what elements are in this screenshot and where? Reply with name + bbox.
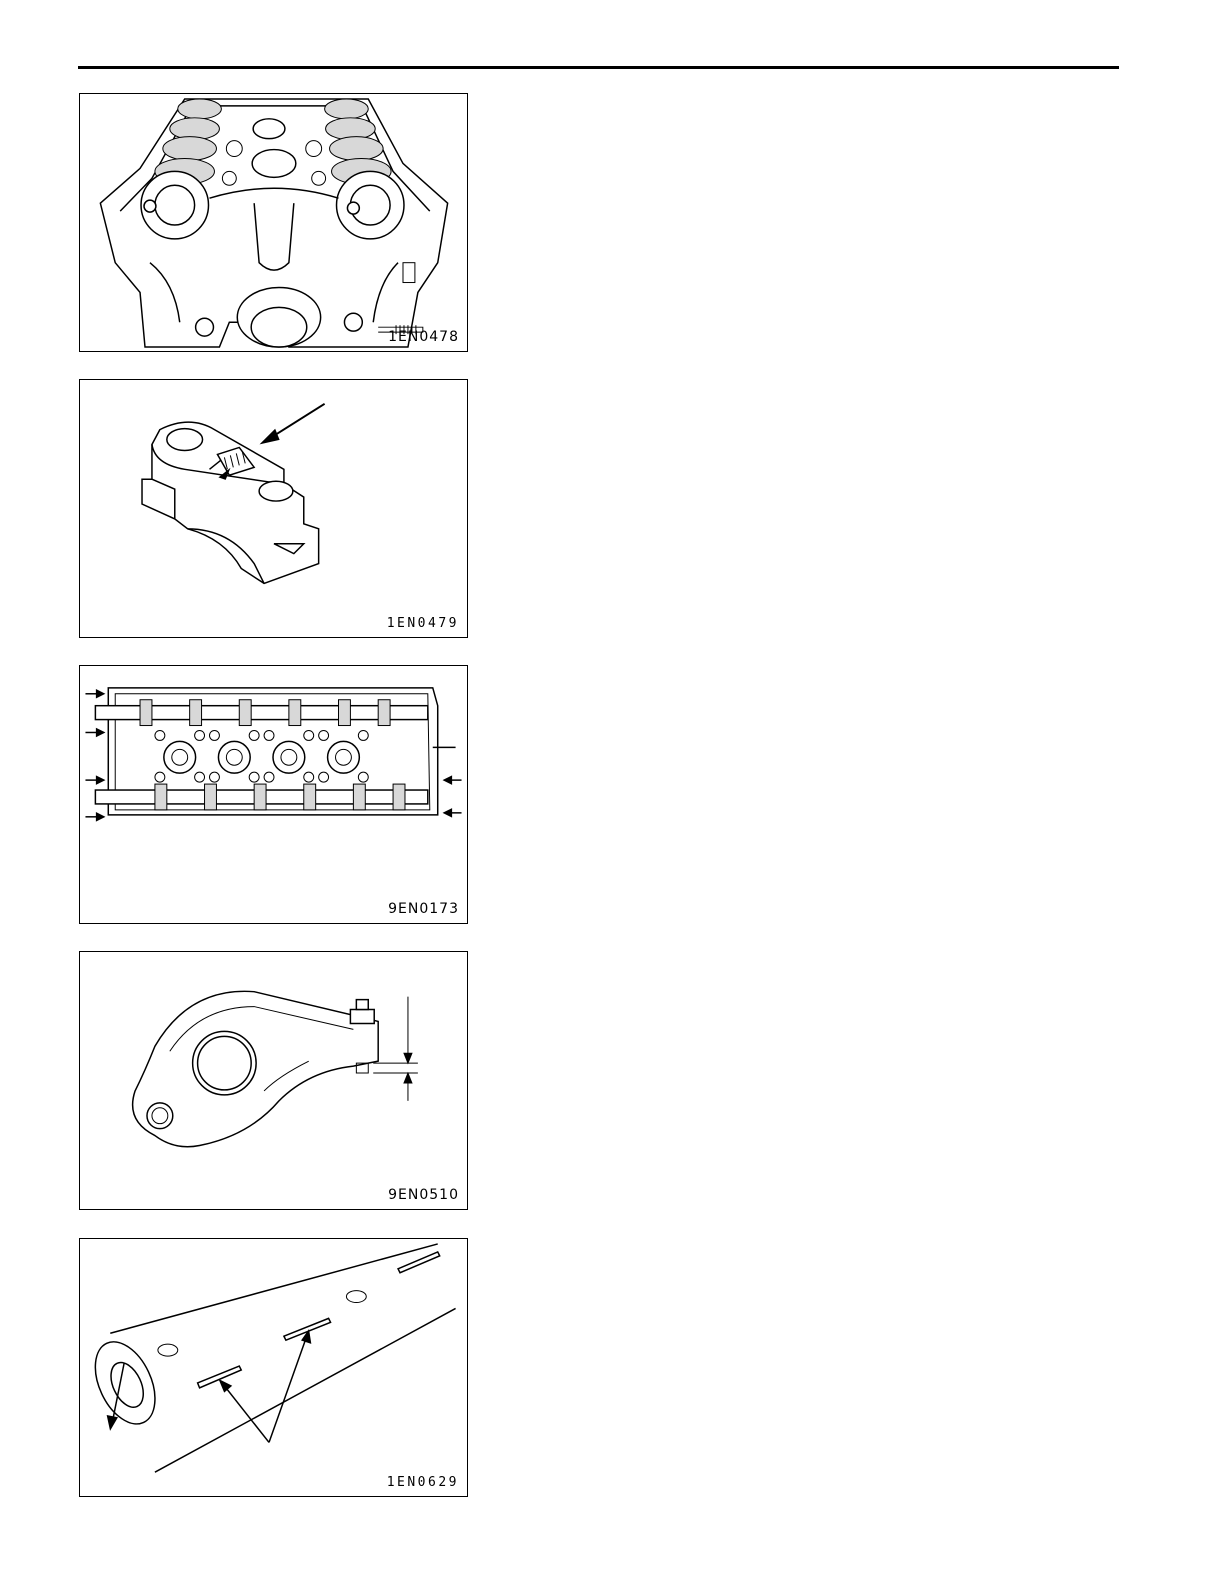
- figure-rocker-shaft: [79, 1238, 468, 1497]
- rocker-arm-illustration: [80, 952, 467, 1209]
- figure-code: 9EN0510: [388, 1187, 459, 1203]
- right-arrows: [444, 776, 462, 817]
- rocker-shaft-illustration: [80, 1239, 467, 1496]
- figure-cylinder-head-top-view: [79, 665, 468, 924]
- header-rule: [78, 66, 1119, 69]
- figure-code: 1EN0629: [386, 1475, 459, 1490]
- cylinder-head-camshafts-illustration: [80, 94, 467, 351]
- figure-code: 1EN0478: [388, 329, 459, 345]
- figure-code: 9EN0173: [388, 901, 459, 917]
- figure-cylinder-head-camshafts: [79, 93, 468, 352]
- arrow-mark: [217, 447, 254, 479]
- upper-camshaft: [95, 700, 427, 726]
- left-camshaft: [141, 99, 221, 239]
- cylinder-head-top-view-illustration: [80, 666, 467, 923]
- figure-code: 1EN0479: [386, 616, 459, 631]
- figure-bearing-cap: [79, 379, 468, 638]
- bearing-cap-illustration: [80, 380, 467, 637]
- figure-rocker-arm: [79, 951, 468, 1210]
- lower-camshaft: [95, 784, 427, 810]
